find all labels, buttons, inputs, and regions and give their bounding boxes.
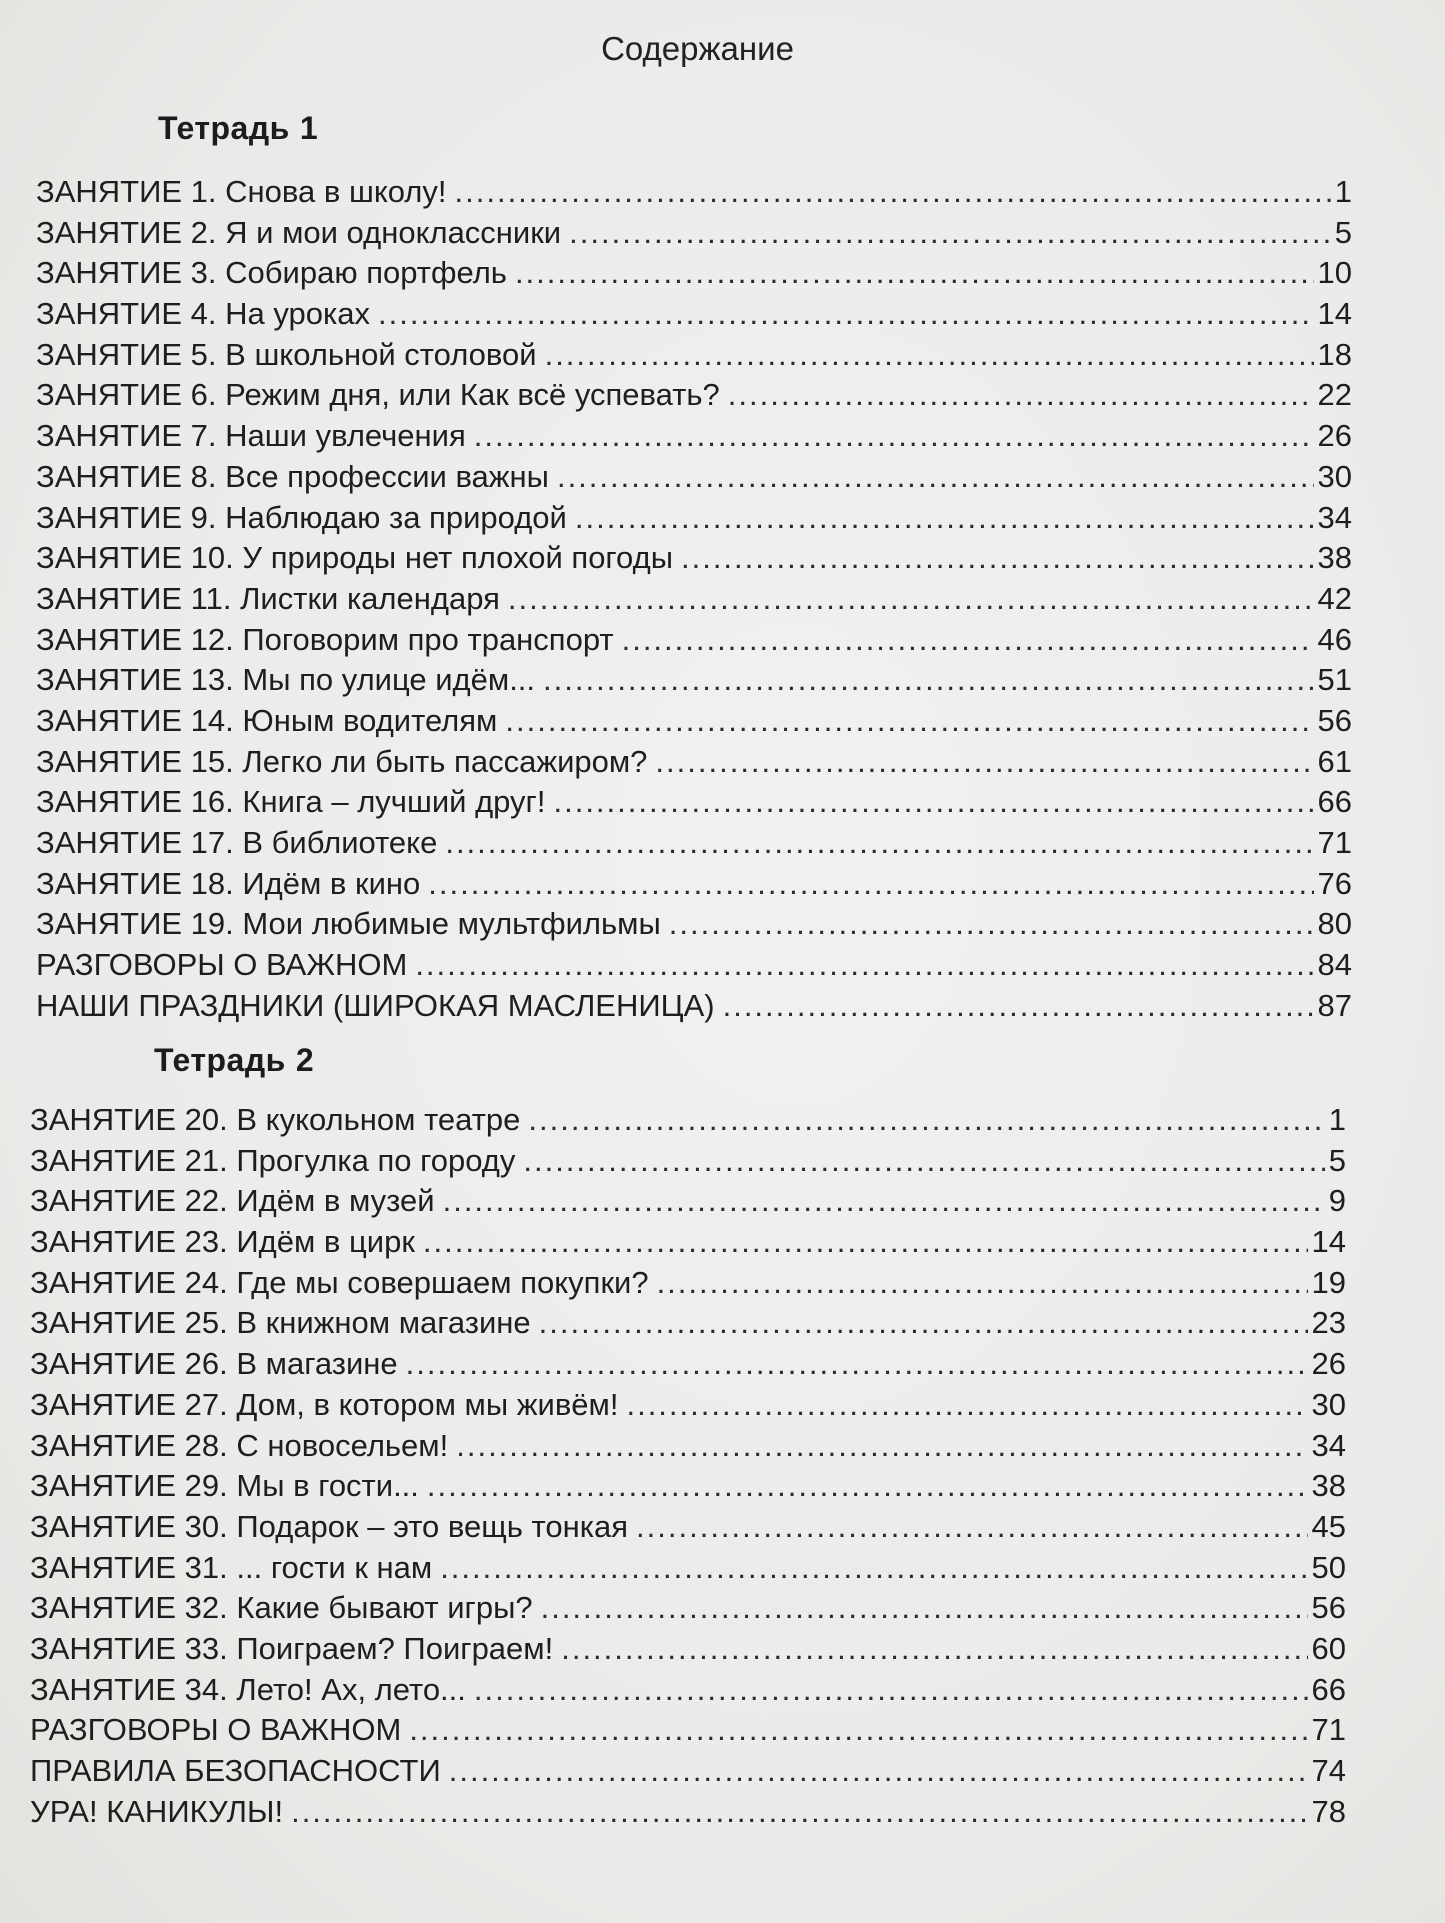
page-title: Содержание	[601, 30, 794, 67]
toc-entry-label: ЗАНЯТИЕ 22. Идём в музей	[30, 1183, 435, 1219]
toc-entry	[30, 1670, 1346, 1711]
toc-entry	[36, 579, 1352, 620]
toc-entry	[36, 660, 1352, 701]
dot-leader	[636, 1507, 1307, 1548]
dot-leader	[378, 294, 1314, 335]
toc-entry-label: ЗАНЯТИЕ 1. Снова в школу!	[36, 174, 447, 209]
toc-entry	[30, 1629, 1346, 1670]
dot-leader	[541, 1588, 1308, 1629]
dot-leader	[449, 1751, 1308, 1792]
toc-entry	[36, 213, 1352, 254]
toc-entry	[36, 620, 1352, 661]
toc-entry-page-number: 50	[1311, 1549, 1346, 1585]
toc-entry	[30, 1303, 1346, 1344]
toc-entry	[30, 1100, 1346, 1141]
dot-leader	[657, 1263, 1308, 1304]
dot-leader	[557, 457, 1314, 498]
toc-entry-label: ЗАНЯТИЕ 15. Легко ли быть пассажиром?	[36, 743, 648, 779]
dot-leader	[515, 253, 1314, 294]
dot-leader	[474, 1670, 1308, 1711]
toc-entry	[36, 538, 1352, 579]
toc-entry-page-number: 14	[1317, 296, 1352, 332]
toc-entry-page-number: 38	[1311, 1468, 1346, 1504]
toc-entry-page-number: 74	[1311, 1753, 1346, 1788]
toc-entry	[36, 904, 1352, 945]
toc-entry-label: ЗАНЯТИЕ 25. В книжном магазине	[30, 1305, 531, 1341]
toc-entry-page-number: 45	[1311, 1508, 1346, 1544]
toc-entry	[36, 742, 1352, 783]
toc-entry-label: ЗАНЯТИЕ 16. Книга – лучший друг!	[36, 784, 546, 820]
dot-leader	[723, 986, 1314, 1027]
toc-entry-label: ЗАНЯТИЕ 21. Прогулка по городу	[30, 1142, 516, 1178]
dot-leader	[728, 375, 1314, 416]
toc-entry	[30, 1222, 1346, 1263]
toc-entry-label: ЗАНЯТИЕ 14. Юным водителям	[36, 702, 498, 738]
toc-entry-page-number: 46	[1317, 621, 1352, 657]
toc-entry	[30, 1548, 1346, 1589]
toc-entry-label: ЗАНЯТИЕ 20. В кукольном театре	[30, 1102, 521, 1137]
toc-entry	[36, 864, 1352, 905]
toc-entry	[30, 1385, 1346, 1426]
dot-leader	[545, 335, 1314, 376]
toc-entry-page-number: 78	[1311, 1793, 1346, 1829]
toc-entry-label: РАЗГОВОРЫ О ВАЖНОМ	[30, 1712, 402, 1748]
toc-entry-page-number: 66	[1311, 1671, 1346, 1707]
toc-entry-page-number: 38	[1317, 540, 1352, 576]
dot-leader	[539, 1303, 1308, 1344]
toc-entry-page-number: 60	[1311, 1630, 1346, 1666]
toc-entry-page-number: 1	[1328, 1102, 1346, 1137]
toc-entry-page-number: 1	[1334, 174, 1352, 209]
toc-entry	[36, 457, 1352, 498]
dot-leader	[406, 1344, 1308, 1385]
toc-entry-page-number: 61	[1317, 743, 1352, 779]
section-heading-number: 2	[295, 1042, 315, 1078]
toc-entry	[36, 172, 1352, 213]
toc-entry-label: ЗАНЯТИЕ 30. Подарок – это вещь тонкая	[30, 1508, 629, 1544]
dot-leader	[523, 1141, 1324, 1182]
toc-entry-label: НАШИ ПРАЗДНИКИ (ШИРОКАЯ МАСЛЕНИЦА)	[36, 987, 715, 1023]
toc-entry	[36, 375, 1352, 416]
dot-leader	[575, 498, 1314, 539]
toc-entry-page-number: 56	[1317, 702, 1352, 738]
toc-entry	[36, 782, 1352, 823]
toc-entry-page-number: 22	[1317, 377, 1352, 413]
dot-leader	[669, 904, 1314, 945]
toc-entry	[30, 1426, 1346, 1467]
toc-entry-label: ЗАНЯТИЕ 29. Мы в гости...	[30, 1468, 419, 1504]
dot-leader	[528, 1100, 1324, 1141]
dot-leader	[456, 1426, 1307, 1467]
toc-entry-page-number: 23	[1311, 1305, 1346, 1341]
toc-entry-label: ЗАНЯТИЕ 8. Все профессии важны	[36, 458, 549, 494]
toc-entry-label: ЗАНЯТИЕ 19. Мои любимые мультфильмы	[36, 906, 661, 942]
dot-leader	[569, 213, 1331, 254]
toc-entry-label: ЗАНЯТИЕ 18. Идём в кино	[36, 865, 421, 901]
toc-entry	[36, 335, 1352, 376]
dot-leader	[681, 538, 1314, 579]
dot-leader	[443, 1181, 1325, 1222]
toc-entry-page-number: 76	[1317, 865, 1352, 901]
toc-entry	[30, 1141, 1346, 1182]
toc-entry-page-number: 71	[1317, 825, 1352, 860]
toc-entry	[36, 986, 1352, 1027]
toc-entry-label: ЗАНЯТИЕ 27. Дом, в котором мы живём!	[30, 1386, 619, 1422]
dot-leader	[626, 1385, 1307, 1426]
toc-list-notebook-1	[36, 172, 1352, 1026]
toc-entry-page-number: 42	[1317, 580, 1352, 616]
toc-entry-label: УРА! КАНИКУЛЫ!	[30, 1793, 284, 1829]
toc-entry	[30, 1588, 1346, 1629]
toc-entry-page-number: 10	[1317, 255, 1352, 291]
toc-entry-label: ЗАНЯТИЕ 5. В школьной столовой	[36, 336, 537, 372]
toc-entry-label: ЗАНЯТИЕ 31. ... гости к нам	[30, 1549, 433, 1585]
toc-entry-label: ЗАНЯТИЕ 13. Мы по улице идём...	[36, 662, 536, 698]
toc-entry-label: ЗАНЯТИЕ 12. Поговорим про транспорт	[36, 621, 614, 657]
section-heading-label: Тетрадь	[158, 110, 290, 146]
toc-entry	[30, 1466, 1346, 1507]
dot-leader	[505, 701, 1313, 742]
toc-entry-label: ЗАНЯТИЕ 34. Лето! Ах, лето...	[30, 1671, 466, 1707]
dot-leader	[553, 782, 1313, 823]
toc-entry-page-number: 34	[1317, 499, 1352, 535]
dot-leader	[622, 620, 1314, 661]
toc-entry-page-number: 30	[1317, 458, 1352, 494]
toc-entry	[30, 1710, 1346, 1751]
toc-entry-label: ЗАНЯТИЕ 24. Где мы совершаем покупки?	[30, 1264, 649, 1300]
toc-entry-page-number: 80	[1317, 906, 1352, 942]
toc-entry-label: ЗАНЯТИЕ 6. Режим дня, или Как всё успевать?	[36, 377, 720, 413]
toc-entry-page-number: 26	[1311, 1346, 1346, 1382]
toc-entry	[30, 1181, 1346, 1222]
toc-entry	[36, 294, 1352, 335]
toc-entry	[36, 416, 1352, 457]
toc-entry-label: ЗАНЯТИЕ 32. Какие бывают игры?	[30, 1590, 533, 1626]
dot-leader	[543, 660, 1313, 701]
dot-leader	[508, 579, 1314, 620]
toc-entry-page-number: 5	[1328, 1142, 1346, 1178]
section-heading-notebook-1	[158, 110, 318, 147]
toc-entry-label: ЗАНЯТИЕ 2. Я и мои одноклассники	[36, 214, 562, 250]
dot-leader	[409, 1710, 1307, 1751]
toc-entry-page-number: 87	[1317, 987, 1352, 1023]
toc-entry-page-number: 51	[1317, 662, 1352, 698]
section-heading-label: Тетрадь	[154, 1042, 286, 1078]
toc-entry-label: ЗАНЯТИЕ 3. Собираю портфель	[36, 255, 507, 291]
toc-entry	[30, 1507, 1346, 1548]
dot-leader	[423, 1222, 1308, 1263]
toc-entry-page-number: 30	[1311, 1386, 1346, 1422]
dot-leader	[440, 1548, 1307, 1589]
toc-entry	[36, 701, 1352, 742]
dot-leader	[445, 823, 1313, 864]
toc-entry-label: ЗАНЯТИЕ 28. С новосельем!	[30, 1427, 449, 1463]
toc-entry-page-number: 5	[1334, 214, 1352, 250]
toc-entry	[30, 1751, 1346, 1792]
dot-leader	[427, 1466, 1308, 1507]
toc-entry-page-number: 84	[1317, 947, 1352, 983]
toc-entry-page-number: 71	[1311, 1712, 1346, 1748]
dot-leader	[428, 864, 1313, 905]
toc-entry-page-number: 9	[1328, 1183, 1346, 1219]
toc-entry	[30, 1263, 1346, 1304]
dot-leader	[415, 945, 1313, 986]
toc-entry-label: ЗАНЯТИЕ 26. В магазине	[30, 1346, 398, 1382]
dot-leader	[291, 1792, 1307, 1833]
toc-entry-page-number: 14	[1311, 1224, 1346, 1260]
toc-entry	[30, 1792, 1346, 1833]
toc-entry-label: ЗАНЯТИЕ 23. Идём в цирк	[30, 1224, 415, 1260]
toc-entry	[36, 823, 1352, 864]
toc-entry-page-number: 56	[1311, 1590, 1346, 1626]
toc-entry-label: ПРАВИЛА БЕЗОПАСНОСТИ	[30, 1753, 441, 1788]
toc-entry-label: ЗАНЯТИЕ 33. Поиграем? Поиграем!	[30, 1630, 554, 1666]
dot-leader	[474, 416, 1314, 457]
dot-leader	[655, 742, 1313, 783]
toc-entry	[30, 1344, 1346, 1385]
section-heading-number: 1	[299, 110, 319, 146]
toc-entry-page-number: 19	[1311, 1264, 1346, 1300]
toc-entry	[36, 498, 1352, 539]
dot-leader	[561, 1629, 1307, 1670]
toc-entry-label: ЗАНЯТИЕ 11. Листки календаря	[36, 580, 500, 616]
toc-entry-label: ЗАНЯТИЕ 9. Наблюдаю за природой	[36, 499, 567, 535]
toc-entry	[36, 945, 1352, 986]
toc-entry-label: ЗАНЯТИЕ 17. В библиотеке	[36, 825, 438, 860]
toc-entry-page-number: 18	[1317, 336, 1352, 372]
toc-list-notebook-2	[30, 1100, 1346, 1832]
toc-entry-page-number: 26	[1317, 418, 1352, 454]
toc-entry	[36, 253, 1352, 294]
toc-entry-page-number: 66	[1317, 784, 1352, 820]
toc-entry-label: РАЗГОВОРЫ О ВАЖНОМ	[36, 947, 408, 983]
toc-entry-label: ЗАНЯТИЕ 7. Наши увлечения	[36, 418, 466, 454]
toc-entry-label: ЗАНЯТИЕ 10. У природы нет плохой погоды	[36, 540, 673, 576]
section-heading-notebook-2	[154, 1042, 314, 1079]
toc-entry-label: ЗАНЯТИЕ 4. На уроках	[36, 296, 371, 332]
toc-entry-page-number: 34	[1311, 1427, 1346, 1463]
dot-leader	[455, 172, 1331, 213]
